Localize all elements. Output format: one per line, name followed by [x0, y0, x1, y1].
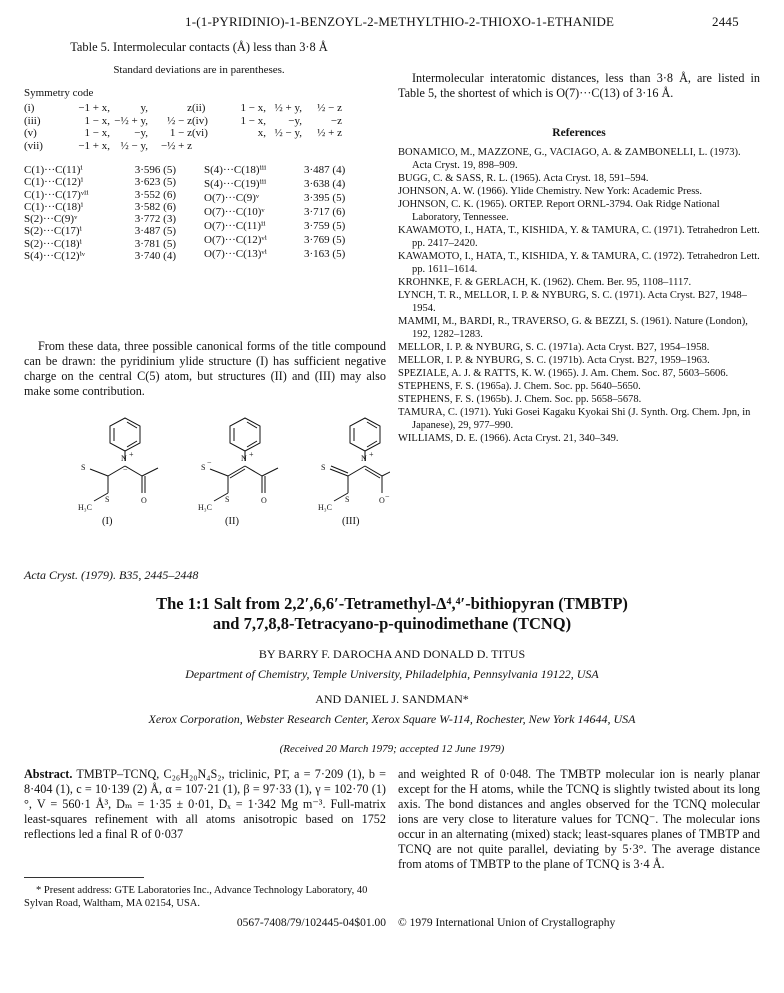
symmetry-cell: −1 + x,: [78, 102, 110, 114]
contact-atoms: O(7)···C(11)ⁱⁱ: [204, 220, 266, 233]
contact-row: [204, 234, 374, 248]
contact-atoms: S(2)···C(18)ⁱ: [24, 237, 82, 250]
reference-item: MAMMI, M., BARDI, R., TRAVERSO, G. & BEZZI, S. (1961). Nature (London), 192, 1282–1283.: [398, 316, 748, 340]
contact-atoms: S(2)···C(9)ᵛ: [24, 213, 78, 226]
symmetry-cell: ½ + y,: [274, 102, 302, 114]
contact-row: [204, 248, 374, 262]
abstract-left: [24, 767, 386, 842]
reference-item: LYNCH, T. R., MELLOR, I. P. & NYBURG, S. C. (1971). Acta Cryst. B27, 1948–1954.: [398, 290, 747, 314]
contact-atoms: C(1)···C(18)ⁱ: [24, 200, 84, 213]
affiliation-2: Xerox Corporation, Webster Research Center, Xerox Square W-114, Rochester, New York 14644, USA: [148, 712, 636, 726]
footnote-block: [24, 877, 386, 910]
structure-label-i: (I): [102, 516, 113, 527]
contact-atoms: C(1)···C(11)ⁱ: [24, 164, 83, 176]
symmetry-cell: (i): [24, 102, 35, 114]
contact-distance: 3·772 (3): [134, 213, 176, 226]
title-line-1: The 1:1 Salt from 2,2′,6,6′-Tetramethyl-Δ⁴,⁴′-bithiopyran (TMBTP): [156, 594, 628, 613]
contact-row: [24, 176, 204, 188]
structure-label-iii: (III): [342, 516, 360, 527]
symmetry-cell: −z: [330, 114, 342, 127]
sulfur2-label-ii: S: [225, 495, 230, 504]
contacts-left: [24, 164, 204, 262]
sulfur-label-iii: S: [321, 463, 326, 472]
contact-atoms: C(1)···C(17)ᵛⁱⁱ: [24, 188, 89, 201]
contact-distance: 3·395 (5): [304, 192, 346, 205]
contact-row: [204, 192, 374, 206]
article-title: [60, 594, 724, 634]
contact-distance: 3·759 (5): [304, 220, 346, 233]
symmetry-cell: 1 − x,: [240, 102, 266, 114]
plus-label-i: +: [129, 450, 134, 459]
symmetry-cell: −½ + y,: [114, 114, 148, 127]
contact-row: [204, 178, 374, 192]
affiliation-1: Department of Chemistry, Temple University, Philadelphia, Pennsylvania 19122, USA: [185, 667, 599, 681]
copyright: © 1979 International Union of Crystallography: [398, 917, 616, 929]
sulfur-label-i: S: [81, 463, 86, 472]
symmetry-cell: (v): [24, 127, 37, 139]
contact-distance: 3·596 (5): [134, 164, 176, 176]
symmetry-cell: 1 − x,: [240, 114, 266, 127]
reference-item: KAWAMOTO, I., HATA, T., KISHIDA, Y. & TAMURA, C. (1971). Tetrahedron Lett. pp. 2417–2420.: [398, 225, 760, 249]
reference-item: BUGG, C. & SASS, R. L. (1965). Acta Cryst. 18, 591–594.: [398, 173, 649, 184]
contact-distance: 3·552 (6): [134, 188, 176, 201]
contact-distance: 3·781 (5): [134, 237, 176, 250]
symmetry-cell: z: [187, 102, 192, 114]
reference-item: KROHNKE, F. & GERLACH, K. (1962). Chem. Ber. 95, 1108–1117.: [398, 277, 692, 288]
plus-label-iii: +: [369, 450, 374, 459]
contact-row: [24, 250, 204, 262]
contact-distance: 3·717 (6): [304, 206, 346, 219]
minus-label-i: −: [123, 465, 128, 474]
contact-row: [24, 201, 204, 213]
symmetry-row: [24, 115, 342, 128]
symmetry-cell: [222, 140, 266, 153]
contact-atoms: C(1)···C(12)ⁱ: [24, 176, 84, 189]
reference-item: KAWAMOTO, I., HATA, T., KISHIDA, Y. & TAMURA, C. (1972). Tetrahedron Lett. pp. 1611–1614.: [398, 251, 760, 275]
methyl-label-iii: H₃C: [318, 503, 332, 512]
contact-atoms: S(4)···C(18)ⁱⁱⁱ: [204, 164, 267, 176]
nitrogen-label-i: N: [121, 454, 127, 463]
contacts-table: [24, 164, 374, 262]
symmetry-cell: (iii): [24, 114, 41, 127]
abstract-label: Abstract.: [24, 767, 73, 781]
contact-distance: 3·740 (4): [134, 250, 176, 263]
running-title: 1-(1-PYRIDINIO)-1-BENZOYL-2-METHYLTHIO-2-THIOXO-1-ETHANIDE: [185, 14, 615, 29]
contact-distance: 3·487 (5): [134, 225, 176, 238]
symmetry-cell: ½ + z: [317, 127, 342, 139]
minus-label-iii: −: [385, 492, 390, 501]
canonical-structures-figure: [30, 413, 390, 528]
symmetry-cell: y,: [140, 102, 148, 114]
sulfur2-label-iii: S: [345, 495, 350, 504]
plus-label-ii: +: [249, 450, 254, 459]
contact-row: [24, 164, 204, 176]
oxygen-label-ii: O: [261, 496, 267, 505]
contact-row: [204, 206, 374, 220]
sulfur2-label-i: S: [105, 495, 110, 504]
symmetry-cell: ½ − z: [167, 114, 192, 127]
symmetry-cell: [266, 140, 302, 153]
symmetry-cell: (vii): [24, 139, 43, 152]
abstract-left-text: TMBTP–TCNQ, C₂₆H₂₀N₄S₂, triclinic, P1̄, a = 7·209 (1), b = 8·404 (1), c = 10·139 (2) Å, α = 107·21 (1), β = 97·33 (1), γ = 102·70 (1)°, V = 560·1 Å³, Dₘ = 1·35 ± 0·01, Dₓ = 1·342 Mg m⁻³. Full-matrix least-squares refinement with all atoms anisotropic based on 1752 reflections led a final R of 0·037: [24, 767, 386, 841]
contact-row: [24, 213, 204, 225]
contacts-right: [204, 164, 374, 262]
reference-item: STEPHENS, F. S. (1965a). J. Chem. Soc. pp. 5640–5650.: [398, 381, 641, 392]
contact-atoms: O(7)···C(13)ᵛⁱ: [204, 248, 267, 261]
symmetry-table: [24, 102, 342, 152]
contact-atoms: O(7)···C(9)ᵛ: [204, 192, 260, 205]
contact-distance: 3·582 (6): [134, 200, 176, 213]
received-dates: (Received 20 March 1979; accepted 12 June 1979): [279, 743, 505, 755]
article-citation: Acta Cryst. (1979). B35, 2445–2448: [24, 568, 199, 582]
symmetry-cell: (iv): [192, 114, 208, 127]
contact-distance: 3·638 (4): [304, 178, 346, 191]
reference-item: JOHNSON, C. K. (1965). ORTEP. Report ORNL-3794. Oak Ridge National Laboratory, Tennessee.: [398, 199, 720, 223]
contact-atoms: S(4)···C(19)ⁱⁱⁱ: [204, 178, 267, 191]
symmetry-cell: (vi): [192, 127, 208, 139]
reference-item: SPEZIALE, A. J. & RATTS, K. W. (1965). J. Am. Chem. Soc. 87, 5603–5606.: [398, 368, 729, 379]
structure-iii: [330, 418, 390, 501]
symmetry-cell: 1 − x,: [84, 114, 110, 127]
symmetry-cell: (ii): [192, 102, 206, 114]
symmetry-cell: −y,: [134, 127, 148, 139]
right-intro: Intermolecular interatomic distances, less than 3·8 Å, are listed in Table 5, the shortest of which is O(7)···C(13) of 3·16 Å.: [398, 71, 760, 100]
symmetry-row: [24, 102, 342, 115]
minus-label-ii: −: [207, 458, 212, 467]
symmetry-cell: x,: [257, 127, 266, 139]
symmetry-cell: ½ − y,: [274, 127, 302, 139]
table5-note: Standard deviations are in parentheses.: [113, 64, 285, 76]
contact-atoms: S(4)···C(12)ⁱᵛ: [24, 250, 86, 263]
authors-1: BY BARRY F. DAROCHA AND DONALD D. TITUS: [258, 647, 526, 661]
contact-row: [24, 189, 204, 201]
table5: [24, 40, 374, 262]
symmetry-heading: Symmetry code: [24, 87, 94, 99]
table5-caption: Table 5. Intermolecular contacts (Å) less than 3·8 Å: [70, 40, 328, 54]
contact-atoms: O(7)···C(12)ᵛⁱ: [204, 234, 267, 247]
symmetry-cell: [302, 140, 342, 153]
page-number: 2445: [712, 14, 739, 29]
structure-label-ii: (II): [225, 516, 239, 527]
contact-row: [204, 164, 374, 178]
symmetry-row: [24, 127, 342, 140]
symmetry-cell: ½ − y,: [120, 139, 148, 152]
reference-item: JOHNSON, A. W. (1966). Ylide Chemistry. New York: Academic Press.: [398, 186, 703, 197]
references-heading: References: [552, 127, 606, 139]
methyl-label-ii: H₃C: [198, 503, 212, 512]
contact-distance: 3·623 (5): [134, 176, 176, 189]
authors-2: AND DANIEL J. SANDMAN*: [315, 692, 469, 706]
reference-item: STEPHENS, F. S. (1965b). J. Chem. Soc. pp. 5658–5678.: [398, 394, 642, 405]
symmetry-cell: −1 + x,: [78, 139, 110, 152]
reference-item: MELLOR, I. P. & NYBURG, S. C. (1971a). Acta Cryst. B27, 1954–1958.: [398, 342, 710, 353]
left-paragraph: From these data, three possible canonical forms of the title compound can be drawn: the pyridinium ylide structure (I) has sufficient negative charge on the central C(5) atom, but structures (II) and (III) may also make some contribution.: [24, 339, 386, 398]
nitrogen-label-ii: N: [241, 454, 247, 463]
symmetry-cell: 1 − z: [169, 127, 192, 139]
contact-row: [24, 225, 204, 237]
symmetry-cell: ½ − z: [317, 102, 342, 114]
reference-item: BONAMICO, M., MAZZONE, G., VACIAGO, A. & ZAMBONELLI, L. (1973). Acta Cryst. 19, 898–909.: [398, 147, 741, 171]
references-list: [398, 146, 760, 445]
reference-item: WILLIAMS, D. E. (1966). Acta Cryst. 21, 340–349.: [398, 433, 619, 444]
symmetry-cell: [192, 140, 222, 153]
contact-row: [204, 220, 374, 234]
contact-atoms: S(2)···C(17)ⁱ: [24, 225, 82, 238]
nitrogen-label-iii: N: [361, 454, 367, 463]
symmetry-cell: −y,: [288, 114, 302, 127]
symmetry-cell: −½ + z: [160, 139, 192, 152]
oxygen-label-i: O: [141, 496, 147, 505]
contact-distance: 3·769 (5): [304, 234, 346, 247]
footnote-text: * Present address: GTE Laboratories Inc., Advance Technology Laboratory, 40 Sylvan Road, Waltham, MA 02154, USA.: [24, 885, 368, 909]
reference-item: MELLOR, I. P. & NYBURG, S. C. (1971b). Acta Cryst. B27, 1959–1963.: [398, 355, 710, 366]
contact-row: [24, 238, 204, 250]
symmetry-cell: 1 − x,: [84, 127, 110, 139]
reference-item: TAMURA, C. (1971). Yuki Gosei Kagaku Kyokai Shi (J. Synth. Org. Chem. Jpn, in Japanese), 29, 977–990.: [398, 407, 751, 431]
issn-code: 0567-7408/79/102445-04$01.00: [236, 917, 386, 929]
contact-distance: 3·163 (5): [304, 248, 346, 261]
contact-distance: 3·487 (4): [304, 164, 346, 176]
abstract-right: and weighted R of 0·048. The TMBTP molecular ion is nearly planar except for the H atoms, while the TCNQ is slightly twisted about its long axis. The bond distances and angles observed for the TCNQ molecular ions are very close to literature values for TCNQ⁻. The molecular ions occur in an alternating (mixed) stack; least-squares planes of TMBTP and TCNQ are not quite parallel, deviating by 5·3°. The average distance from atoms of TMBTP to the plane of TCNQ is 3·4 Å.: [398, 767, 760, 871]
contact-atoms: O(7)···C(10)ᵛ: [204, 206, 265, 219]
oxygen-label-iii: O: [379, 496, 385, 505]
title-line-2: and 7,7,8,8-Tetracyano-p-quinodimethane (TCNQ): [212, 614, 572, 633]
footnote-rule: [24, 877, 144, 878]
methyl-label-i: H₃C: [78, 503, 92, 512]
symmetry-row: [24, 140, 342, 153]
sulfur-label-ii: S: [201, 463, 206, 472]
